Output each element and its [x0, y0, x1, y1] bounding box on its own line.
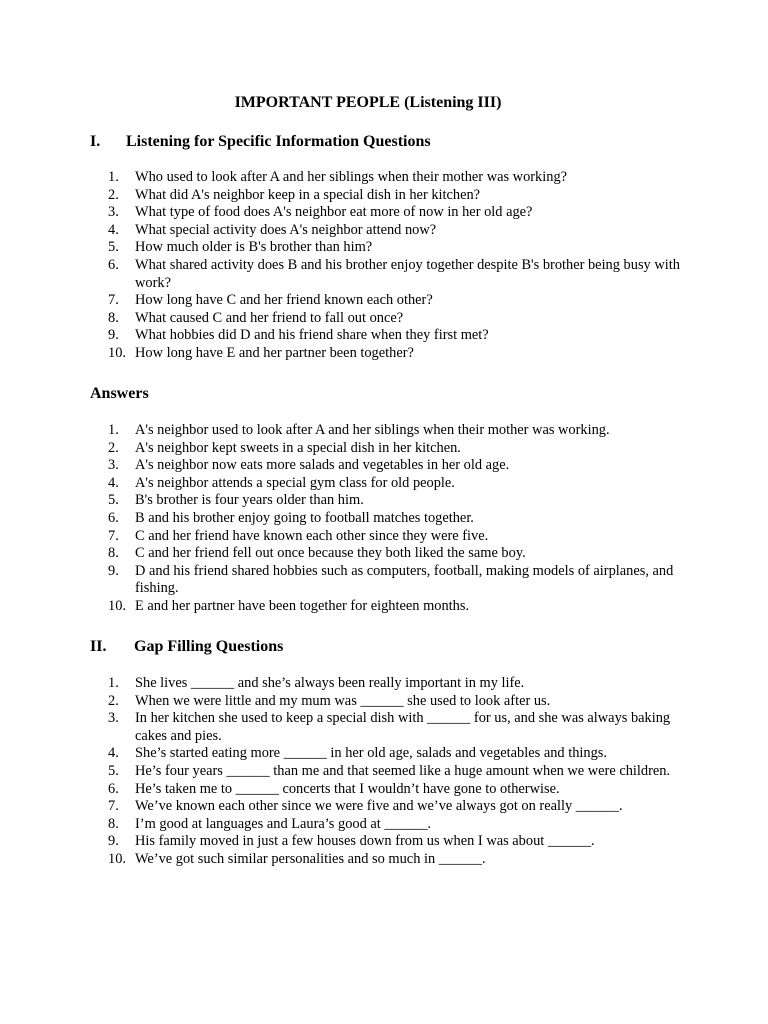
list-item: [108, 675, 684, 693]
item-number: 6.: [108, 509, 119, 526]
section-number: I.: [90, 133, 101, 150]
item-number: 4.: [108, 745, 119, 762]
item-number: 4.: [108, 221, 119, 238]
list-item: [108, 545, 684, 563]
item-text: How long have E and her partner been together?: [135, 344, 414, 361]
list-item: [108, 239, 684, 257]
item-text: What caused C and her friend to fall out once?: [135, 309, 404, 326]
item-number: 5.: [108, 492, 119, 509]
list-item: [108, 475, 684, 493]
item-text: A's neighbor now eats more salads and vegetables in her old age.: [135, 457, 510, 474]
item-number: 7.: [108, 798, 119, 815]
item-number: 2.: [108, 186, 119, 203]
item-number: 8.: [108, 309, 119, 326]
item-text: What did A's neighbor keep in a special dish in her kitchen?: [135, 186, 481, 203]
item-text: E and her partner have been together for eighteen months.: [135, 597, 470, 614]
item-text: She lives ______ and she’s always been really important in my life.: [135, 675, 525, 691]
list-item: [108, 169, 684, 187]
list-item: [108, 763, 684, 781]
item-number: 3.: [108, 457, 119, 474]
item-number: 7.: [108, 527, 119, 544]
list-item: [108, 422, 684, 440]
item-text: How much older is B's brother than him?: [135, 239, 373, 256]
list-item: [108, 833, 684, 851]
list-item: [108, 598, 684, 616]
item-number: 4.: [108, 474, 119, 491]
section-heading-gap-filling: [90, 638, 283, 656]
item-text: D and his friend shared hobbies such as computers, football, making models of airplanes, and fishing.: [135, 562, 674, 597]
item-text: How long have C and her friend known each other?: [135, 292, 433, 309]
list-item: [108, 710, 684, 745]
item-number: 10.: [108, 597, 126, 614]
item-number: 1.: [108, 675, 119, 691]
section-title: Listening for Specific Information Questions: [126, 133, 431, 150]
item-text: When we were little and my mum was ______ she used to look after us.: [135, 692, 551, 709]
section-title: Gap Filling Questions: [134, 638, 284, 655]
item-number: 2.: [108, 692, 119, 709]
item-number: 8.: [108, 815, 119, 832]
item-number: 1.: [108, 169, 119, 185]
item-text: C and her friend fell out once because they both liked the same boy.: [135, 545, 526, 562]
list-item: [108, 781, 684, 799]
list-item: [108, 745, 684, 763]
item-number: 1.: [108, 422, 119, 438]
document-title: IMPORTANT PEOPLE (Listening III): [234, 94, 502, 111]
item-text: B and his brother enjoy going to football matches together.: [135, 509, 474, 526]
list-item: [108, 257, 684, 292]
item-text: C and her friend have known each other since they were five.: [135, 527, 489, 544]
item-text: His family moved in just a few houses down from us when I was about ______.: [135, 833, 595, 850]
item-text: I’m good at languages and Laura’s good at ______.: [135, 815, 432, 832]
item-number: 8.: [108, 545, 119, 562]
item-text: Who used to look after A and her siblings when their mother was working?: [135, 169, 568, 185]
item-number: 7.: [108, 292, 119, 309]
item-number: 10.: [108, 850, 126, 867]
item-text: A's neighbor used to look after A and her siblings when their mother was working.: [135, 422, 610, 438]
answers-list: [108, 422, 684, 616]
list-item: [108, 851, 684, 869]
item-text: He’s taken me to ______ concerts that I wouldn’t have gone to otherwise.: [135, 780, 560, 797]
item-text: He’s four years ______ than me and that seemed like a huge amount when we were children.: [135, 762, 671, 779]
item-text: What type of food does A's neighbor eat more of now in her old age?: [135, 204, 533, 221]
item-number: 2.: [108, 439, 119, 456]
list-item: [108, 310, 684, 328]
list-item: [108, 292, 684, 310]
item-number: 9.: [108, 833, 119, 850]
item-text: She’s started eating more ______ in her old age, salads and vegetables and things.: [135, 745, 607, 762]
item-text: We’ve known each other since we were five and we’ve always got on really ______.: [135, 798, 623, 815]
item-number: 6.: [108, 256, 119, 273]
item-number: 6.: [108, 780, 119, 797]
list-item: [108, 492, 684, 510]
item-number: 5.: [108, 239, 119, 256]
section-number: II.: [90, 638, 107, 655]
item-text: What special activity does A's neighbor attend now?: [135, 221, 437, 238]
list-item: [108, 187, 684, 205]
item-text: A's neighbor attends a special gym class for old people.: [135, 474, 455, 491]
item-text: We’ve got such similar personalities and so much in ______.: [135, 850, 486, 867]
list-item: [108, 798, 684, 816]
list-item: [108, 345, 684, 363]
list-item: [108, 222, 684, 240]
list-item: [108, 204, 684, 222]
list-item: [108, 510, 684, 528]
item-number: 9.: [108, 562, 119, 579]
list-item: [108, 816, 684, 834]
item-text: A's neighbor kept sweets in a special dish in her kitchen.: [135, 439, 461, 456]
list-item: [108, 457, 684, 475]
item-number: 3.: [108, 204, 119, 221]
list-item: [108, 440, 684, 458]
item-text: In her kitchen she used to keep a special dish with ______ for us, and she was always baking cakes and pies.: [135, 710, 671, 744]
item-number: 5.: [108, 762, 119, 779]
item-number: 10.: [108, 344, 126, 361]
list-item: [108, 327, 684, 345]
section-heading-listening: [90, 133, 431, 151]
item-text: B's brother is four years older than him.: [135, 492, 364, 509]
list-item: [108, 693, 684, 711]
item-text: What hobbies did D and his friend share when they first met?: [135, 327, 489, 344]
answers-heading: Answers: [90, 385, 149, 402]
item-number: 3.: [108, 710, 119, 727]
list-item: [108, 528, 684, 546]
list-item: [108, 563, 684, 598]
gap-filling-list: [108, 675, 684, 869]
questions-list: [108, 169, 684, 363]
item-number: 9.: [108, 327, 119, 344]
item-text: What shared activity does B and his brother enjoy together despite B's brother being busy with work?: [135, 256, 680, 291]
